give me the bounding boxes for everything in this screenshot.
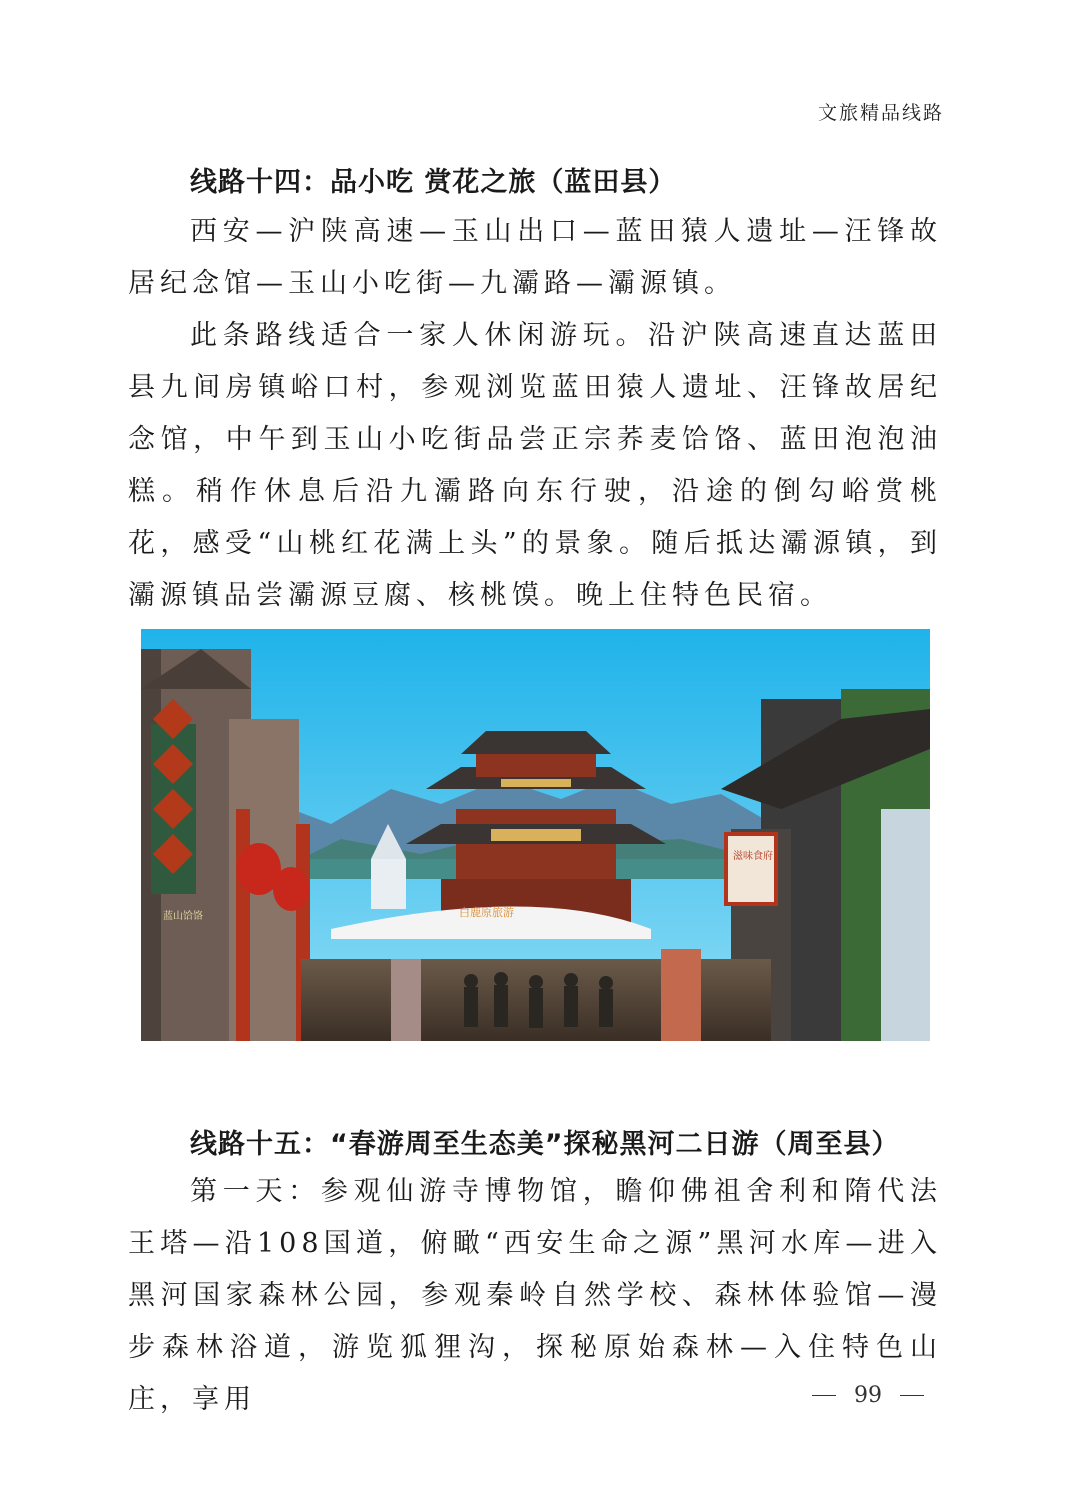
page-number [812,1383,924,1408]
route-15-title: 线路十五：“春游周至生态美”探秘黑河二日游（周至县） [190,1129,900,1160]
running-header: 文旅精品线路 [817,102,944,124]
route-14-title: 线路十四：品小吃 赏花之旅（蓝田县） [190,167,677,198]
hanging-banner-text: 滋味食府 [733,851,773,862]
page-number-dash-right [900,1395,924,1396]
tent-logo-text: 白鹿原旅游 [459,906,514,919]
page-number-value: 99 [854,1383,882,1408]
route-14-itinerary: 西安—沪陕高速—玉山出口—蓝田猿人遗址—汪锋故居纪念馆—玉山小吃街—九灞路—灞源镇。 [128,216,942,299]
page-number-dash-left [812,1395,836,1396]
route-14-description: 此条路线适合一家人休闲游玩。沿沪陕高速直达蓝田县九间房镇峪口村，参观浏览蓝田猿人遗址、汪锋故居纪念馆，中午到玉山小吃街品尝正宗荞麦饸饹、蓝田泡泡油糕。稍作休息后沿九灞路向东行驶，沿途的倒勾峪赏桃花，感受“山桃红花满上头”的景象。随后抵达灞源镇，到灞源镇品尝灞源豆腐、核桃馍。晚上住特色民宿。 [128,320,942,611]
old-street-photo [141,629,930,1041]
route-15-day1: 第一天：参观仙游寺博物馆，瞻仰佛祖舍利和隋代法王塔—沿108国道，俯瞰“西安生命之源”黑河水库—进入黑河国家森林公园，参观秦岭自然学校、森林体验馆—漫步森林浴道，游览狐狸沟，探秘原始森林—入住特色山庄，享用 [128,1176,942,1415]
vertical-sign-text: 蓝山饸饹 [163,911,203,922]
